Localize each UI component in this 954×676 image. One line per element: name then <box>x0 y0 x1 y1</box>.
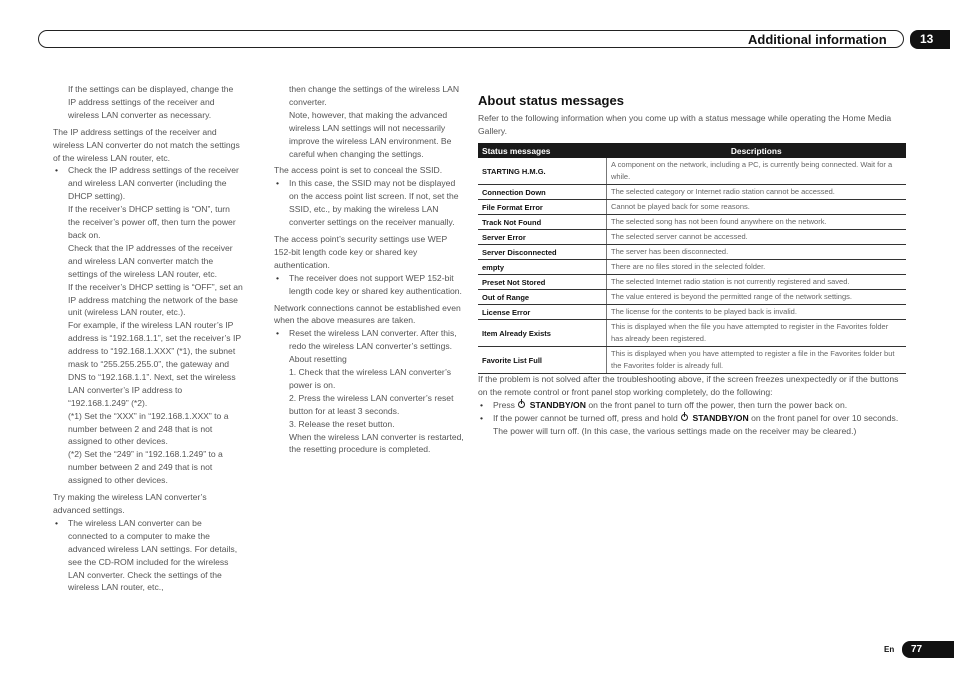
troubleshoot-note <box>478 373 906 438</box>
status-description: The server has been disconnected. <box>607 245 907 260</box>
left-paragraph: If the receiver’s DHCP setting is “OFF”, set an IP address matching the network of the base unit (wireless LAN router, etc.). <box>68 281 243 318</box>
middle-paragraph: About resetting <box>289 354 347 365</box>
section-intro: Refer to the following information when you come up with a status message while operating the Home Media Gallery. <box>478 113 892 136</box>
left-column <box>53 83 243 594</box>
bullet-press-standby: • Press STANDBY/ON on the front panel to turn off the power, then turn the power back on. <box>478 399 906 412</box>
status-message: Server Error <box>478 230 607 245</box>
middle-paragraph: Network connections cannot be established even when the above measures are taken. <box>274 302 461 326</box>
left-paragraph: If the receiver’s DHCP setting is “ON”, turn the receiver’s power off, then turn the power back on. <box>68 204 236 240</box>
middle-paragraph: then change the settings of the wireless LAN converter. <box>289 84 460 107</box>
left-paragraph: • Check the IP address settings of the receiver and wireless LAN converter (including the DHCP setting). <box>53 164 243 203</box>
middle-paragraph: 1. Check that the wireless LAN converter’s power is on. <box>289 367 452 390</box>
middle-paragraph: 2. Press the wireless LAN converter’s reset button for at least 3 seconds. <box>289 392 454 416</box>
table-header-status: Status messages <box>478 143 607 158</box>
status-description: A component on the network, including a PC, is currently being connected. Wait for a while. <box>607 158 907 185</box>
middle-paragraph: Note, however, that making the advanced wireless LAN settings will not necessarily improve the wireless LAN environment. Be careful when changing the settings. <box>289 109 452 159</box>
section-title: About status messages <box>478 93 624 108</box>
status-description: This is displayed when you have attempted to register a file in the Favorites folder but the Favorites folder is already full. <box>607 347 907 374</box>
left-paragraph: The IP address settings of the receiver and wireless LAN converter do not match the settings of the wireless LAN router, etc. <box>53 126 240 163</box>
status-description: The license for the contents to be played back is invalid. <box>607 305 907 320</box>
left-paragraph: • The wireless LAN converter can be connected to a computer to make the advanced wireless LAN settings. For details, see the CD-ROM included for the wireless LAN converter. Check the settings of the wireless LAN router, etc., <box>53 517 243 594</box>
status-message: empty <box>478 260 607 275</box>
table-row <box>478 245 906 260</box>
chapter-badge: 13 <box>910 30 950 49</box>
middle-paragraph: When the wireless LAN converter is restarted, the resetting procedure is completed. <box>289 431 464 455</box>
status-description: The selected Internet radio station is not currently registered and saved. <box>607 275 907 290</box>
table-row <box>478 230 906 245</box>
table-row <box>478 290 906 305</box>
status-message: Favorite List Full <box>478 347 607 374</box>
middle-paragraph: • Reset the wireless LAN converter. After this, redo the wireless LAN converter’s settings. <box>274 327 464 353</box>
status-message: Item Already Exists <box>478 320 607 347</box>
status-message: Connection Down <box>478 185 607 200</box>
status-description: There are no files stored in the selected folder. <box>607 260 907 275</box>
status-message: Out of Range <box>478 290 607 305</box>
status-table <box>478 143 906 374</box>
table-header-descriptions: Descriptions <box>607 143 907 158</box>
status-message: STARTING H.M.G. <box>478 158 607 185</box>
middle-paragraph: • In this case, the SSID may not be displayed on the access point list screen. If not, set the SSID, etc., by making the wireless LAN converter settings on the receiver manually. <box>274 177 464 229</box>
status-message: Track Not Found <box>478 215 607 230</box>
left-paragraph: (*1) Set the “XXX” in “192.168.1.XXX” to a number between 2 and 248 that is not assigned to other devices. <box>68 410 229 447</box>
status-description: The value entered is beyond the permitted range of the network settings. <box>607 290 907 305</box>
status-description: The selected server cannot be accessed. <box>607 230 907 245</box>
left-paragraph: For example, if the wireless LAN router’s IP address is “192.168.1.1”, set the receiver’s IP address to “192.168.1.XXX” (*1), the subnet mask to “255.255.255.0”, the gateway and DNS to “192.168.1.1”. Next, set the wireless LAN converter’s IP address to “192.168.1.249” (*2). <box>68 320 241 408</box>
status-message: Preset Not Stored <box>478 275 607 290</box>
table-row <box>478 320 906 347</box>
middle-paragraph: • The receiver does not support WEP 152-bit length code key or shared key authentication. <box>274 272 464 298</box>
status-message: License Error <box>478 305 607 320</box>
middle-paragraph: The access point’s security settings use WEP 152-bit length code key or shared key authentication. <box>274 233 448 270</box>
table-row <box>478 305 906 320</box>
status-description: The selected category or Internet radio station cannot be accessed. <box>607 185 907 200</box>
bullet-hold-standby: • If the power cannot be turned off, press and hold STANDBY/ON on the front panel for over 10 seconds. The power will turn off. (In this case, the various settings made on the receiver may be cleared.) <box>478 412 906 438</box>
status-description: Cannot be played back for some reasons. <box>607 200 907 215</box>
left-paragraph: Try making the wireless LAN converter’s advanced settings. <box>53 492 207 515</box>
left-paragraph: If the settings can be displayed, change the IP address settings of the receiver and wireless LAN converter as necessary. <box>68 84 234 120</box>
page-number: 77 <box>902 641 954 658</box>
status-description: The selected song has not been found anywhere on the network. <box>607 215 907 230</box>
table-row <box>478 275 906 290</box>
middle-paragraph: The access point is set to conceal the SSID. <box>274 165 443 176</box>
language-label: En <box>884 645 895 654</box>
middle-paragraph: 3. Release the reset button. <box>289 418 395 429</box>
middle-column <box>274 83 464 456</box>
power-icon <box>681 414 688 421</box>
power-icon <box>518 401 525 408</box>
status-message: File Format Error <box>478 200 607 215</box>
left-paragraph: (*2) Set the “249” in “192.168.1.249” to a number between 2 and 249 that is not assigned to other devices. <box>68 449 223 486</box>
table-row <box>478 185 906 200</box>
header-title: Additional information <box>748 32 887 47</box>
table-row <box>478 260 906 275</box>
table-row <box>478 200 906 215</box>
table-row <box>478 215 906 230</box>
status-message: Server Disconnected <box>478 245 607 260</box>
table-row <box>478 158 906 185</box>
status-description: This is displayed when the file you have attempted to register in the Favorites folder has already been registered. <box>607 320 907 347</box>
troubleshoot-intro: If the problem is not solved after the troubleshooting above, if the screen freezes unexpectedly or if the buttons on the remote control or front panel stop working completely, do the following: <box>478 374 899 397</box>
left-paragraph: Check that the IP addresses of the receiver and wireless LAN converter match the settings of the wireless LAN router, etc. <box>68 242 233 279</box>
table-row <box>478 347 906 374</box>
